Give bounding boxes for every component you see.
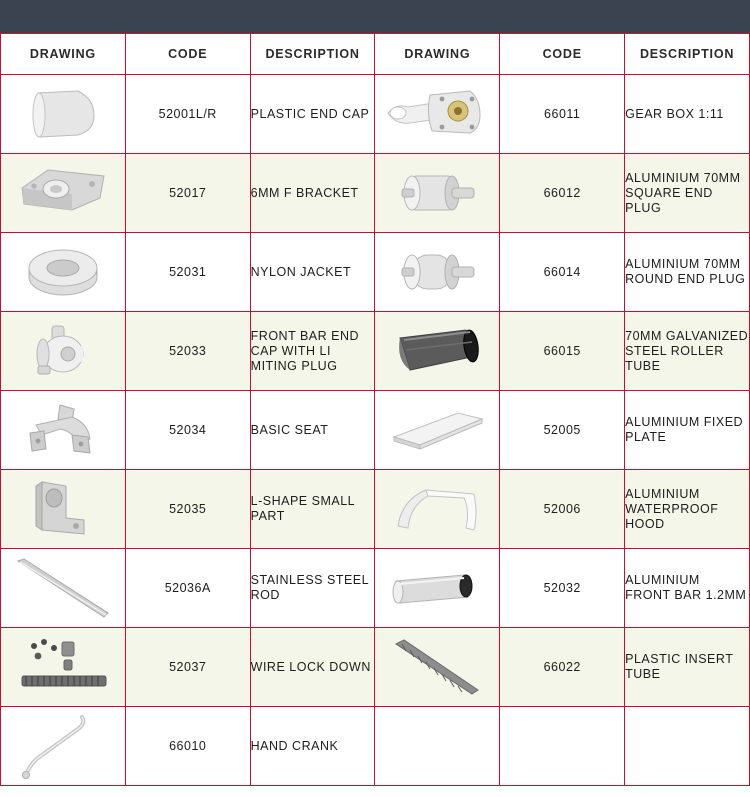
- wire-lock-down-drawing: [1, 628, 126, 707]
- column-header-code-left: CODE: [125, 34, 250, 75]
- table-row: [1, 312, 750, 391]
- part-code: 52035: [125, 470, 250, 549]
- basic-seat-drawing: [1, 391, 126, 470]
- fixed-plate-drawing: [375, 391, 500, 470]
- part-description: GEAR BOX 1:11: [625, 75, 750, 154]
- table-row: [1, 707, 750, 786]
- front-bar-end-cap-drawing: [1, 312, 126, 391]
- part-code: 66015: [500, 312, 625, 391]
- table-row: [1, 549, 750, 628]
- part-description: PLASTIC END CAP: [250, 75, 375, 154]
- plastic-end-cap-drawing: [1, 75, 126, 154]
- part-code: 52017: [125, 154, 250, 233]
- part-description: WIRE LOCK DOWN: [250, 628, 375, 707]
- square-end-plug-drawing: [375, 154, 500, 233]
- part-code: 66014: [500, 233, 625, 312]
- gear-box-drawing: [375, 75, 500, 154]
- part-code: 52032: [500, 549, 625, 628]
- part-code: 52001L/R: [125, 75, 250, 154]
- front-bar-drawing: [375, 549, 500, 628]
- part-description: STAINLESS STEEL ROD: [250, 549, 375, 628]
- column-header-code-right: CODE: [500, 34, 625, 75]
- hand-crank-drawing: [1, 707, 126, 786]
- part-description: ALUMINIUM WATERPROOF HOOD: [625, 470, 750, 549]
- part-code: 66010: [125, 707, 250, 786]
- table-body: [1, 75, 750, 786]
- table-row: [1, 233, 750, 312]
- part-description: FRONT BAR END CAP WITH LI MITING PLUG: [250, 312, 375, 391]
- part-code: 52005: [500, 391, 625, 470]
- column-header-description-right: DESCRIPTION: [625, 34, 750, 75]
- nylon-jacket-drawing: [1, 233, 126, 312]
- stainless-steel-rod-drawing: [1, 549, 126, 628]
- column-header-drawing-right: DRAWING: [375, 34, 500, 75]
- column-header-drawing-left: DRAWING: [1, 34, 126, 75]
- part-description: 6MM F BRACKET: [250, 154, 375, 233]
- table-header: [1, 34, 750, 75]
- part-code: 52031: [125, 233, 250, 312]
- empty-description-cell: [625, 707, 750, 786]
- part-description: HAND CRANK: [250, 707, 375, 786]
- part-code: 66022: [500, 628, 625, 707]
- waterproof-hood-drawing: [375, 470, 500, 549]
- part-code: 52037: [125, 628, 250, 707]
- part-description: ALUMINIUM FIXED PLATE: [625, 391, 750, 470]
- part-code: 52036A: [125, 549, 250, 628]
- plastic-insert-tube-drawing: [375, 628, 500, 707]
- roller-tube-drawing: [375, 312, 500, 391]
- part-code: 66012: [500, 154, 625, 233]
- empty-code-cell: [500, 707, 625, 786]
- empty-drawing-cell: [375, 707, 500, 786]
- top-banner-bar: [0, 0, 750, 33]
- part-description: 70MM GALVANIZED STEEL ROLLER TUBE: [625, 312, 750, 391]
- part-description: ALUMINIUM 70MM SQUARE END PLUG: [625, 154, 750, 233]
- table-row: [1, 628, 750, 707]
- part-description: ALUMINIUM 70MM ROUND END PLUG: [625, 233, 750, 312]
- parts-table: [0, 33, 750, 786]
- f-bracket-drawing: [1, 154, 126, 233]
- part-description: ALUMINIUM FRONT BAR 1.2MM: [625, 549, 750, 628]
- l-shape-small-part-drawing: [1, 470, 126, 549]
- part-code: 66011: [500, 75, 625, 154]
- table-row: [1, 470, 750, 549]
- part-description: NYLON JACKET: [250, 233, 375, 312]
- round-end-plug-drawing: [375, 233, 500, 312]
- table-row: [1, 391, 750, 470]
- table-row: [1, 75, 750, 154]
- part-description: BASIC SEAT: [250, 391, 375, 470]
- part-code: 52033: [125, 312, 250, 391]
- part-code: 52006: [500, 470, 625, 549]
- part-description: L-SHAPE SMALL PART: [250, 470, 375, 549]
- header-row: [1, 34, 750, 75]
- part-code: 52034: [125, 391, 250, 470]
- part-description: PLASTIC INSERT TUBE: [625, 628, 750, 707]
- column-header-description-left: DESCRIPTION: [250, 34, 375, 75]
- table-row: [1, 154, 750, 233]
